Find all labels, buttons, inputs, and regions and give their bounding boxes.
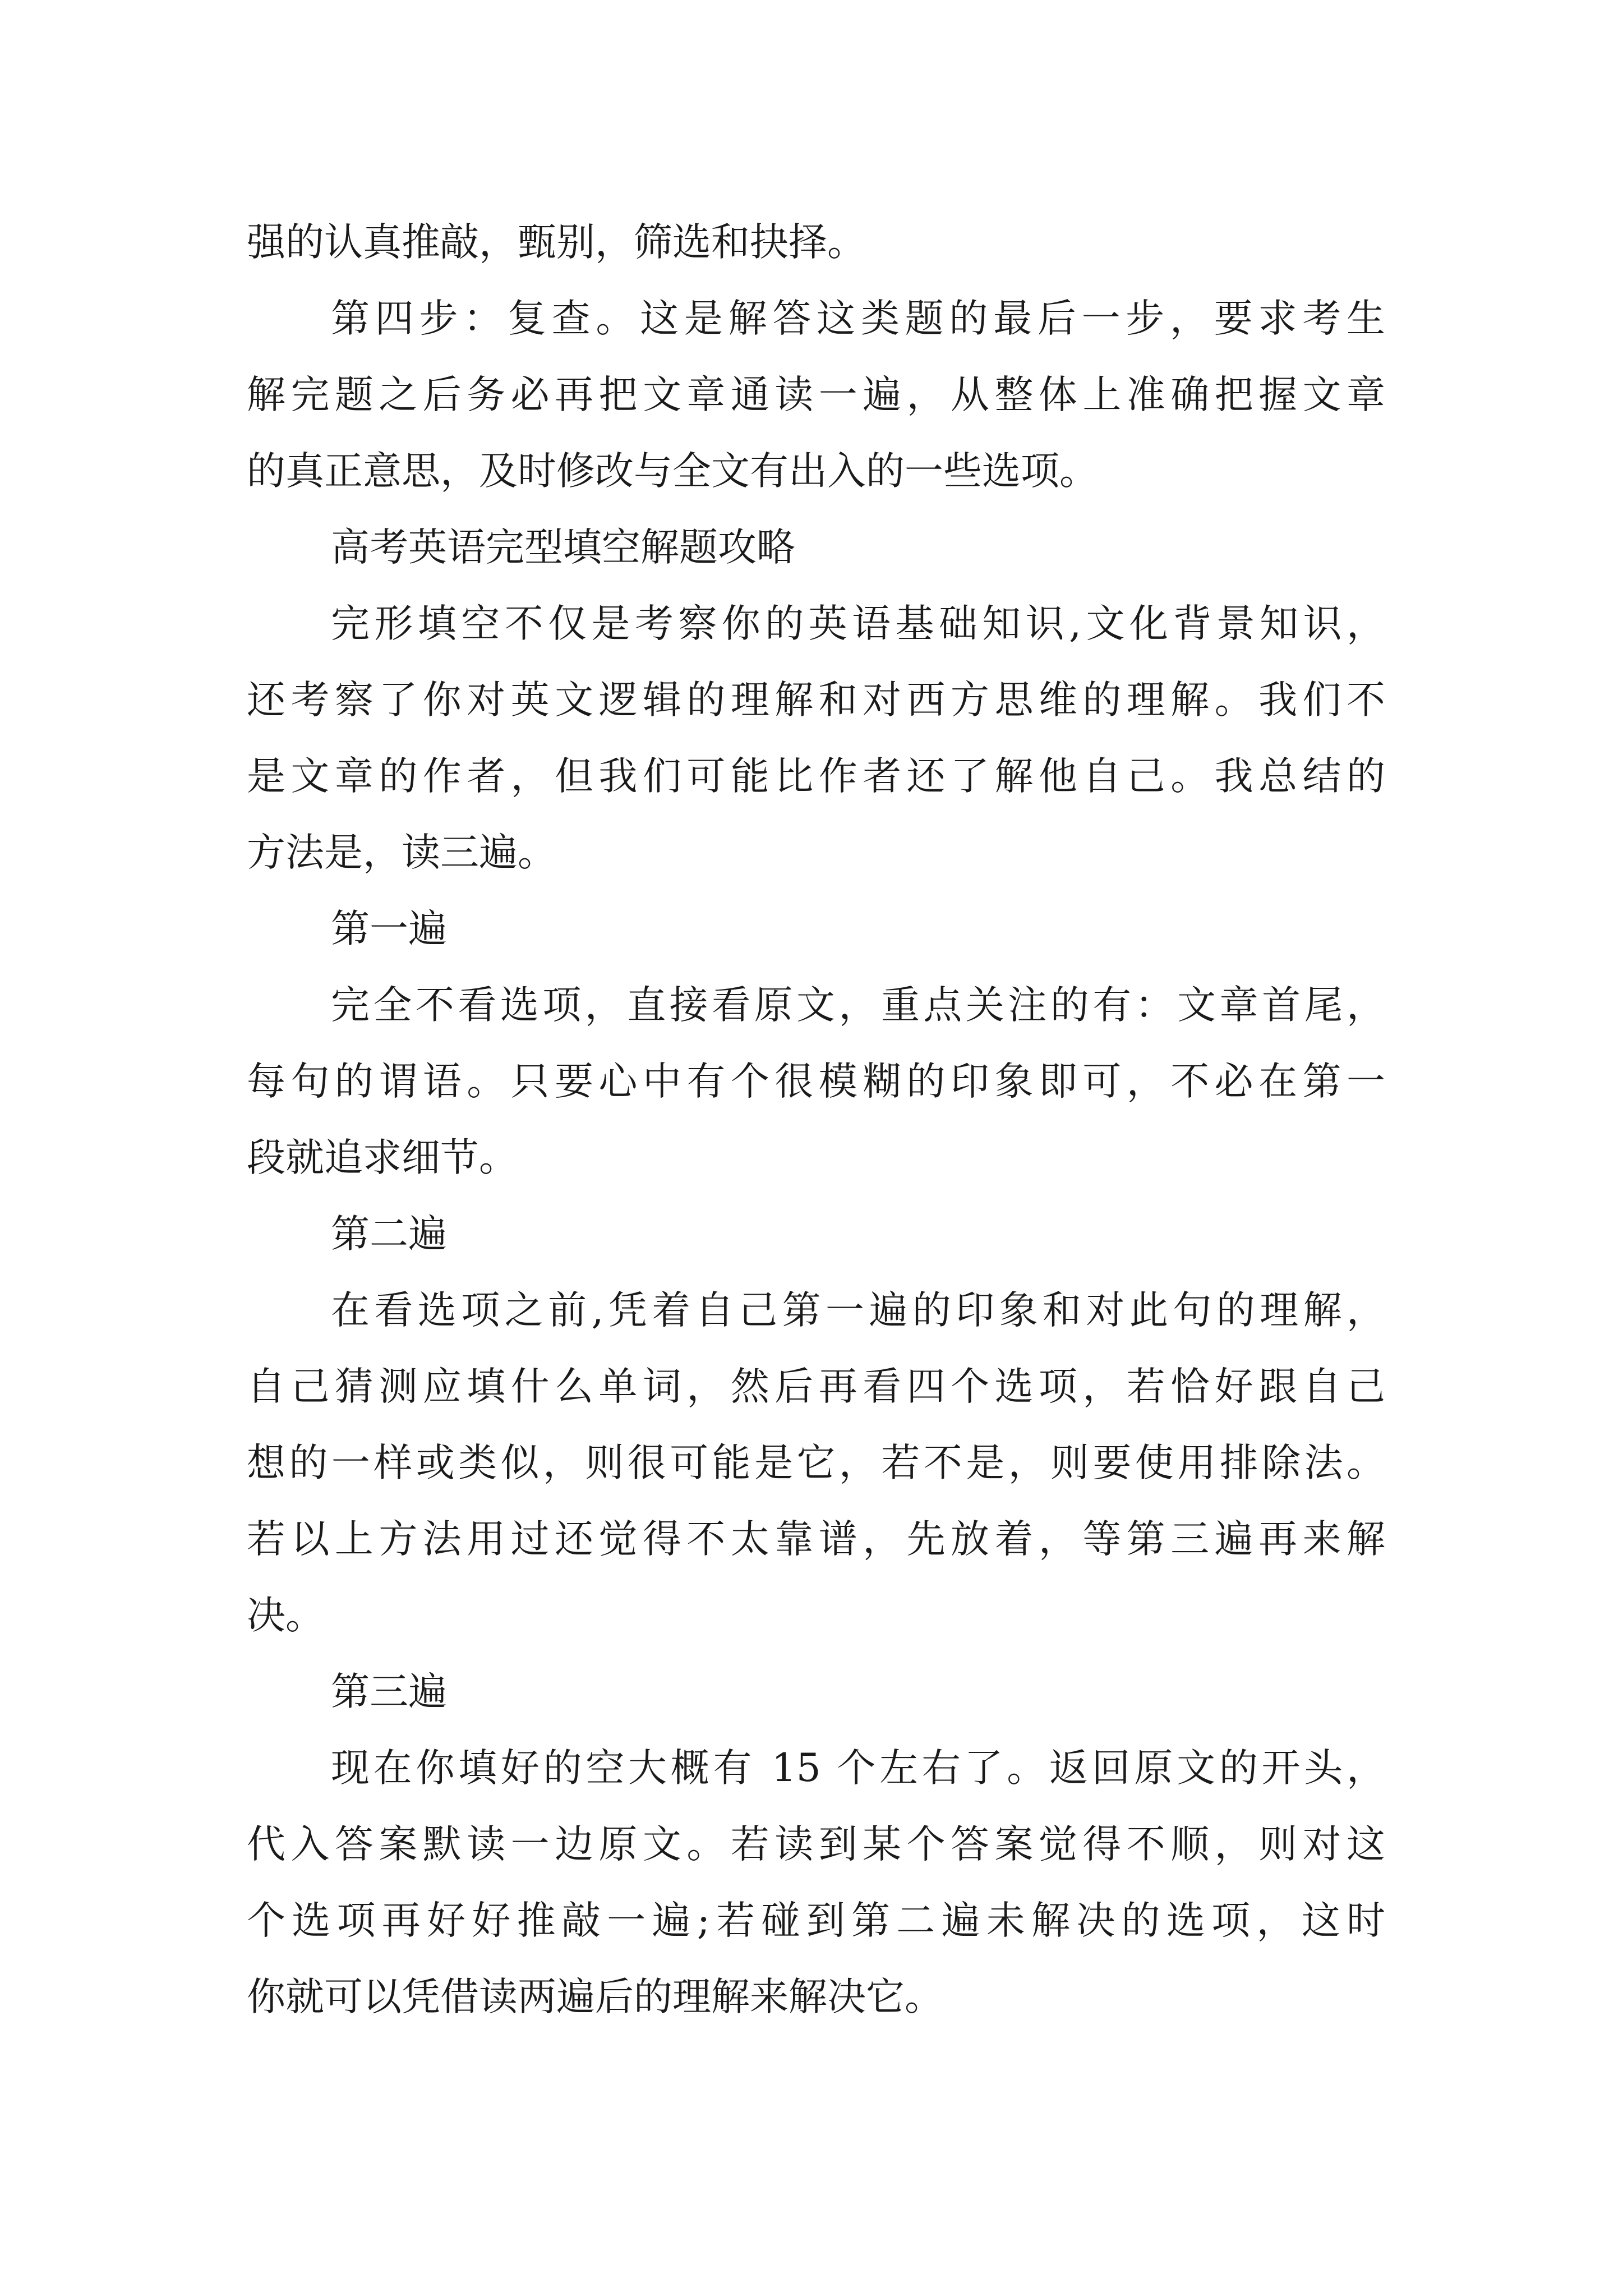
text-line: 决。: [247, 1593, 324, 1638]
text-line: 的真正意思，及时修改与全文有出入的一些选项。: [247, 449, 1098, 494]
text-line: 强的认真推敲，甄别，筛选和抉择。: [247, 220, 866, 265]
text-line: 完全不看选项，直接看原文，重点关注的有：文章首尾，: [331, 983, 1385, 1028]
text-line: 方法是，读三遍。: [247, 830, 556, 875]
text-line: 想的一样或类似，则很可能是它，若不是，则要使用排除法。: [247, 1441, 1385, 1485]
text-line: 自己猜测应填什么单词，然后再看四个选项，若恰好跟自己: [247, 1364, 1385, 1409]
sub-heading: 第二遍: [331, 1212, 447, 1257]
text-line: 你就可以凭借读两遍后的理解来解决它。: [247, 1975, 943, 2019]
sub-heading: 第三遍: [331, 1669, 447, 1714]
sub-heading: 第一遍: [331, 907, 447, 951]
text-line: 每句的谓语。只要心中有个很模糊的印象即可，不必在第一: [247, 1059, 1385, 1104]
text-line: 在看选项之前,凭着自己第一遍的印象和对此句的理解，: [331, 1288, 1385, 1333]
text-line: 还考察了你对英文逻辑的理解和对西方思维的理解。我们不: [247, 678, 1385, 723]
text-line: 解完题之后务必再把文章通读一遍，从整体上准确把握文章: [247, 372, 1385, 417]
text-line: 若以上方法用过还觉得不太靠谱，先放着，等第三遍再来解: [247, 1517, 1385, 1562]
text-line: 段就追求细节。: [247, 1135, 518, 1180]
text-line: 现在你填好的空大概有 15 个左右了。返回原文的开头，: [331, 1746, 1385, 1791]
text-line: 是文章的作者，但我们可能比作者还了解他自己。我总结的: [247, 754, 1385, 799]
text-line: 代入答案默读一边原文。若读到某个答案觉得不顺，则对这: [247, 1822, 1385, 1867]
section-heading: 高考英语完型填空解题攻略: [331, 525, 795, 570]
text-line: 第四步：复查。这是解答这类题的最后一步，要求考生: [331, 296, 1385, 341]
text-line: 个选项再好好推敲一遍;若碰到第二遍未解决的选项，这时: [247, 1898, 1385, 1943]
text-line: 完形填空不仅是考察你的英语基础知识,文化背景知识，: [331, 601, 1385, 646]
